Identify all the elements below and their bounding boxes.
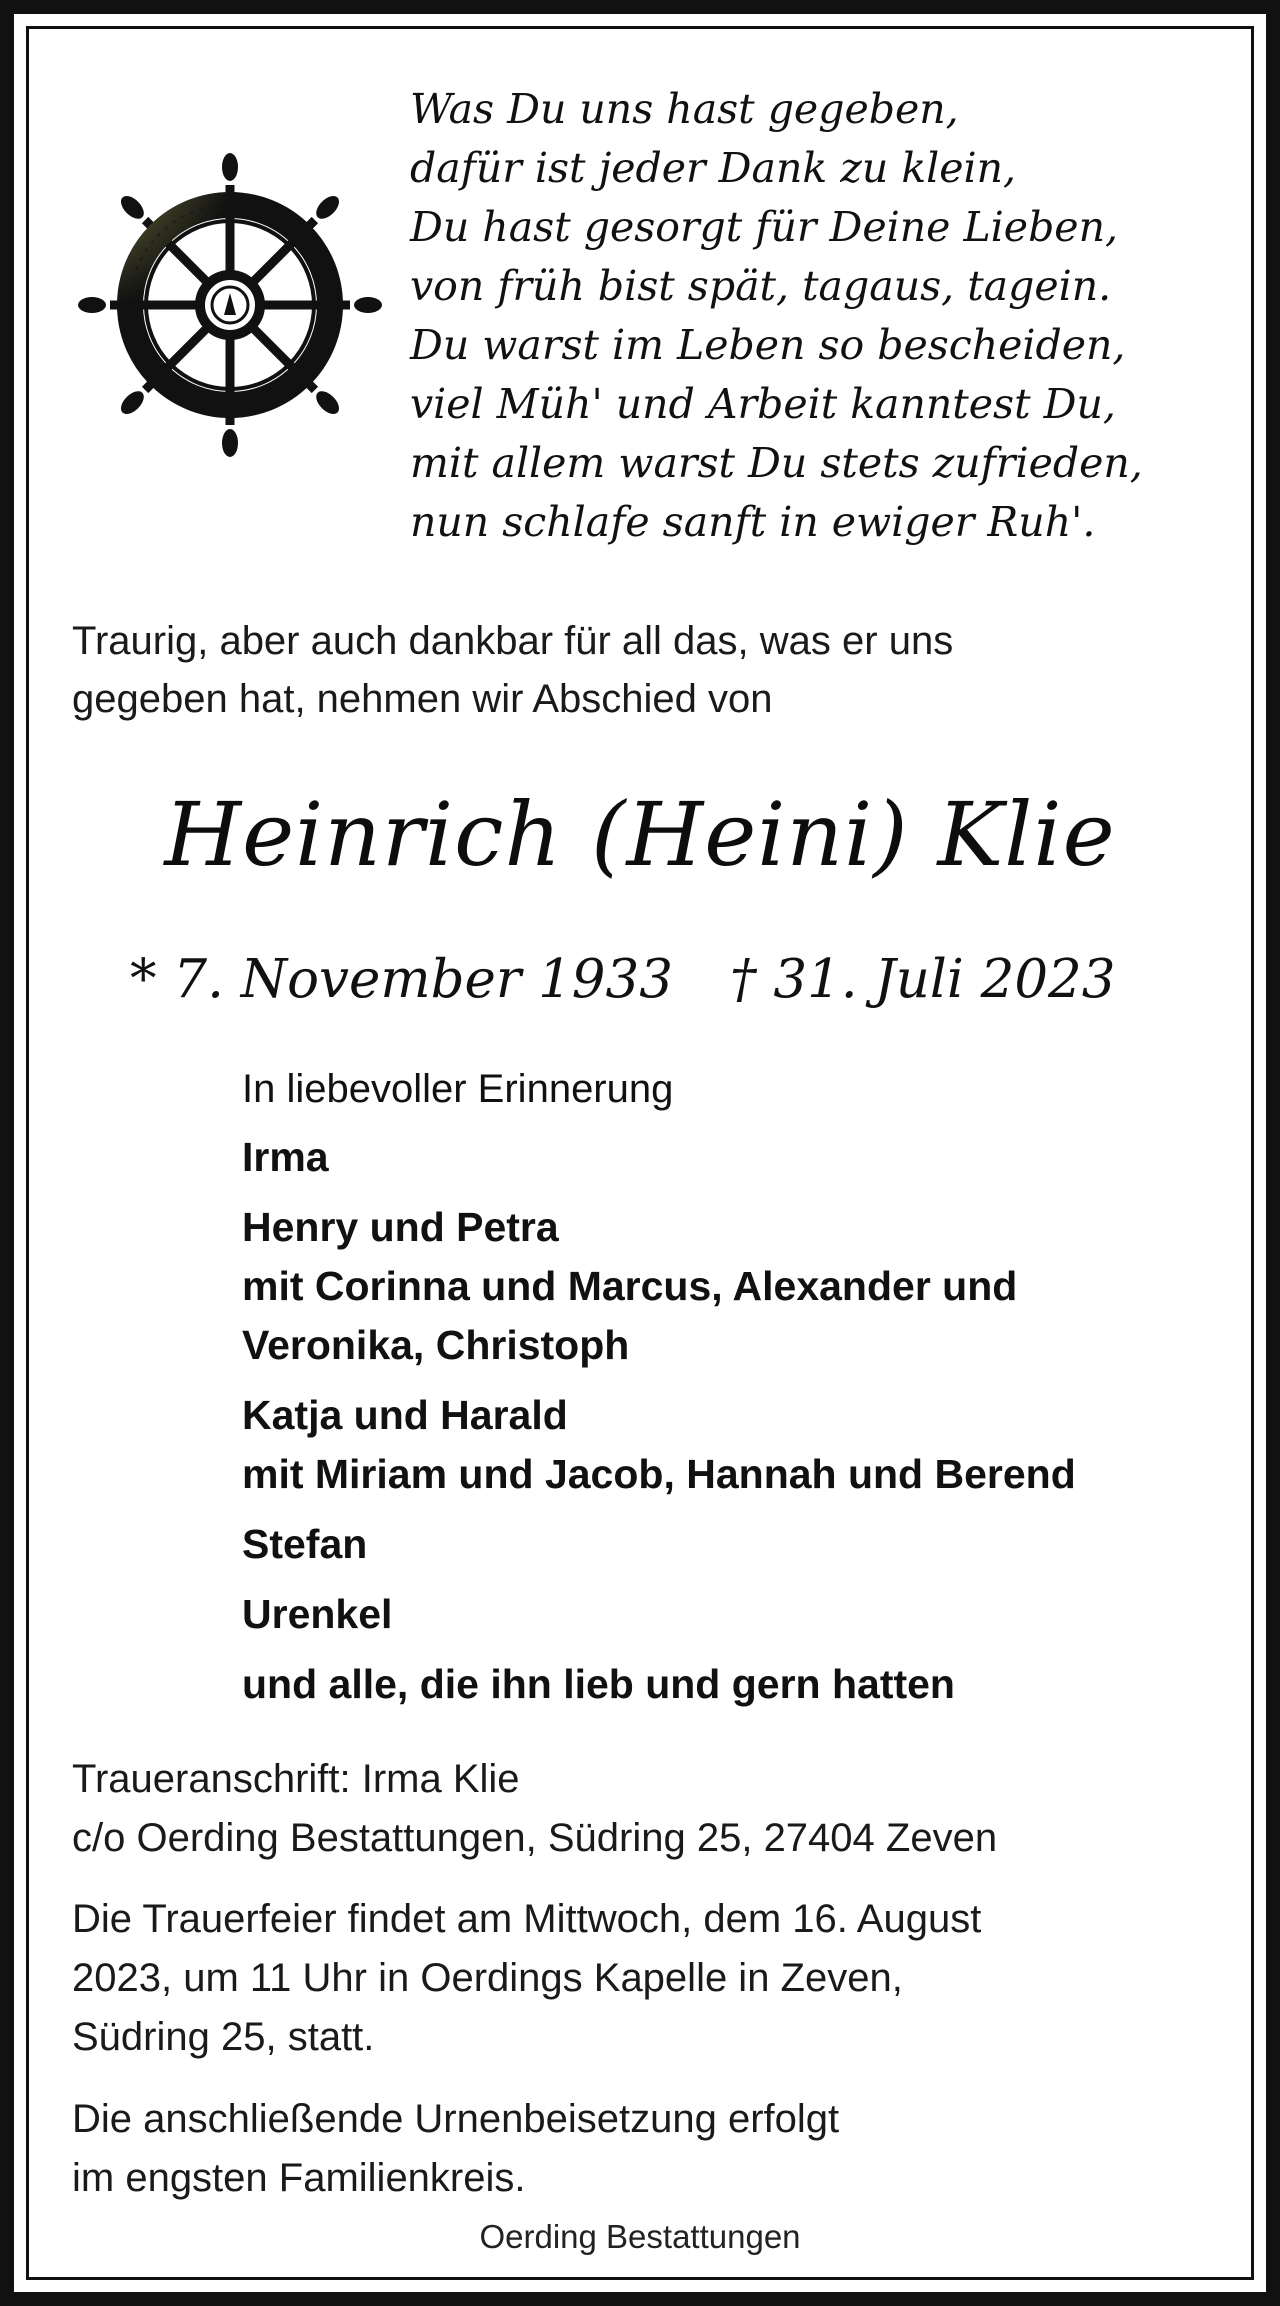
poem [410, 80, 1210, 552]
family-lead: In liebevoller Erinnerung [242, 1067, 674, 1111]
ceremony-line: Südring 25, statt. [72, 2015, 375, 2059]
wheel-handle [312, 387, 343, 418]
burial-line: Die anschließende Urnenbeisetzung erfolgt [72, 2097, 840, 2141]
poem-line: mit allem warst Du stets zufrieden, [410, 439, 1143, 487]
family-line: Katja und Harald [242, 1392, 568, 1438]
wheel-handle [222, 153, 238, 181]
ceremony-line: 2023, um 11 Uhr in Oerdings Kapelle in Zeven, [72, 1956, 903, 2000]
death-date: † 31. Juli 2023 [730, 949, 1116, 1010]
ship-wheel-icon [70, 145, 390, 465]
poem-line: Du hast gesorgt für Deine Lieben, [410, 203, 1119, 251]
family-line: Stefan [242, 1521, 368, 1567]
wheel-handle [312, 192, 343, 223]
intro-line: Traurig, aber auch dankbar für all das, was er uns [72, 619, 954, 663]
wheel-handle [222, 429, 238, 457]
family-group [242, 1515, 1222, 1574]
family-group [242, 1585, 1222, 1644]
wheel-handle [117, 387, 148, 418]
mourning-address [72, 1750, 1212, 1868]
deceased-name: Heinrich (Heini) Klie [164, 783, 1116, 886]
birth-date: * 7. November 1933 [130, 949, 673, 1010]
poem-line: von früh bist spät, tagaus, tagein. [410, 262, 1112, 310]
family-list [242, 1060, 1222, 1725]
burial-info [72, 2090, 1212, 2208]
family-line: Urenkel [242, 1591, 393, 1637]
family-line: Henry und Petra [242, 1204, 559, 1250]
burial-line: im engsten Familienkreis. [72, 2156, 526, 2200]
family-group [242, 1655, 1222, 1714]
wheel-handle [78, 297, 106, 313]
address-line: Traueranschrift: Irma Klie [72, 1757, 520, 1801]
intro-line: gegeben hat, nehmen wir Abschied von [72, 677, 773, 721]
address-line: c/o Oerding Bestattungen, Südring 25, 27404 Zeven [72, 1816, 998, 1860]
poem-line: Was Du uns hast gegeben, [410, 85, 959, 133]
ceremony-info [72, 1890, 1212, 2067]
wheel-handle [354, 297, 382, 313]
poem-line: Du warst im Leben so bescheiden, [410, 321, 1126, 369]
family-group [242, 1386, 1222, 1504]
family-line: Veronika, Christoph [242, 1322, 630, 1368]
family-line: mit Miriam und Jacob, Hannah und Berend [242, 1451, 1076, 1497]
ceremony-line: Die Trauerfeier findet am Mittwoch, dem 16. August [72, 1897, 982, 1941]
poem-line: dafür ist jeder Dank zu klein, [410, 144, 1017, 192]
family-line: und alle, die ihn lieb und gern hatten [242, 1661, 955, 1707]
wheel-handle [117, 192, 148, 223]
family-line: Irma [242, 1134, 329, 1180]
poem-line: viel Müh' und Arbeit kanntest Du, [410, 380, 1116, 428]
poem-line: nun schlafe sanft in ewiger Ruh'. [410, 498, 1096, 546]
family-line: mit Corinna und Marcus, Alexander und [242, 1263, 1018, 1309]
family-group [242, 1128, 1222, 1187]
family-group [242, 1198, 1222, 1375]
undertaker-footer: Oerding Bestattungen [479, 2218, 801, 2255]
intro-text [72, 612, 1212, 728]
